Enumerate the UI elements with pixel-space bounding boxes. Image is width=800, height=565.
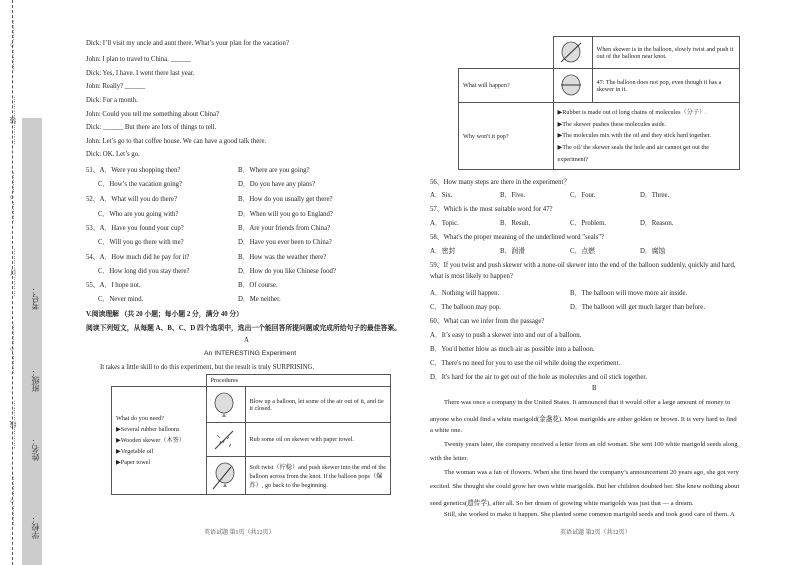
step-text: Rub some oil on skewer with paper towel. [245, 423, 391, 457]
question: 57、Which is the most suitable word for 47? [430, 206, 553, 213]
question: 56、How many steps are there in the experiment？ [430, 179, 571, 186]
option-c: C．The balloon may pop. [430, 304, 501, 311]
option-c: C．Four. [570, 192, 596, 199]
option-d: D．Three. [640, 192, 670, 199]
binding-mark: ………线……… [9, 400, 17, 449]
passage-line: excited. She thought she could grow her own white marigolds. But her children doubted her. She knew nothing about [430, 483, 740, 490]
result-image [553, 69, 592, 103]
materials-heading: What do you need? [116, 414, 164, 422]
option-c: C．Who are you going with? [98, 211, 179, 218]
dialogue-line: Dick: For a month. [86, 97, 138, 104]
balloon-skewer-icon [558, 73, 584, 99]
option-c: C．Will you go there with me? [98, 239, 184, 246]
twist-out-image [553, 37, 592, 69]
option-a: A．Six. [430, 192, 453, 199]
option-c: C．Never mind. [98, 296, 144, 303]
step-text: Blow up a balloon, let some of the air out of it, and tie it closed. [245, 387, 391, 423]
passage-line: with the letter. [430, 455, 468, 462]
school-field: 学校： [31, 515, 40, 539]
dialogue-line: Dick: Yes, I have. I went there last year. [86, 70, 195, 77]
passage-line: Twenty years later, the company received a letter from an old woman. She sent 100 white marigold seeds along [444, 441, 738, 448]
section-heading: V.阅读理解 （共 20 小题；每小题 2 分，满分 40 分） [86, 311, 243, 318]
skewer-image [206, 423, 245, 457]
binding-mark: ………○……… [8, 324, 16, 374]
option-d: D．腐蚀 [640, 248, 666, 255]
balloon-image [206, 387, 245, 423]
procedures-header: Procedures [206, 375, 391, 387]
option-b: B．Five. [500, 192, 526, 199]
option-a: 53、A．Have you found your cup? [86, 225, 184, 232]
option-d: D．The balloon will get much larger than before. [570, 304, 706, 311]
binding-gray-strip [22, 118, 42, 565]
passage-intro: It takes a little skill to do this experiment, but the result is truly SURPRISING. [100, 364, 315, 371]
binding-mark: ………○……… [8, 172, 16, 222]
what-text: 47: The balloon does not pop, even though it has a skewer in it. [592, 69, 740, 103]
option-d: D．When will you go to England? [238, 211, 333, 218]
option-a: 54、A．How much did he pay for it? [86, 254, 190, 261]
materials-cell [112, 387, 207, 495]
step-text: Soft twist（拧稳）and push skewer into the end of the balloon across from the knot. If the balloon pops（爆炸）, go back to the beginning. [245, 457, 391, 495]
option-b: B．润滑 [500, 248, 525, 255]
question: 59、If you twist and push skewer with a none-oil skewer into the end of the balloon suddenly, quickly and hard, [430, 262, 736, 269]
option-b: B．How do you usually get there? [238, 196, 333, 203]
dialogue-line: John: Let’s go to that coffee house. We can have a good talk there. [86, 138, 267, 145]
result-table [458, 36, 740, 170]
why-item: ▶The skewer pushes these molecules aside. [557, 120, 667, 128]
why-item: ▶The molecules mix with the oil and they stick hard together. [557, 132, 711, 140]
passage-title: An INTERESTING Experiment [204, 350, 297, 357]
material-item: ▶Paper towel [116, 459, 151, 467]
balloon-icon [211, 391, 237, 419]
option-a: 55、A．I hope not. [86, 282, 141, 289]
material-item: ▶Wooden skewer（木签） [116, 436, 186, 444]
section-instructions: 阅读下列短文，从每题 A、B、C、D 四个选项中，选出一个能回答所提问题或完成所给句子的最佳答案。 [86, 325, 401, 332]
option-a: A．Nothing will happen. [430, 290, 500, 297]
name-field: 姓名： [31, 437, 40, 461]
option-c: C．How’s the vacation going? [98, 181, 183, 188]
passage-line: Still, she worked to make it happen. She planted some common marigold seeds and took good care of them. A [444, 511, 735, 518]
option-c: C．点燃 [570, 248, 595, 255]
why-item: ▶The oil/ the skewer seals the hole and air cannot get out the experiment? [557, 144, 709, 163]
option-a: 52、A．What will you do there? [86, 196, 177, 203]
option-b: B．Are your friends from China? [238, 225, 331, 232]
passage-letter: A [244, 337, 249, 344]
option-b: B．How was the weather there? [238, 254, 327, 261]
option-d: D．Me neither. [238, 296, 281, 303]
option-a: A．It’s easy to push a skewer into and out of a balloon. [430, 332, 582, 339]
why-label: Why won't it pop? [459, 103, 554, 170]
option-d: D．Have you ever been to China? [238, 239, 332, 246]
option-c: C．There's no need for you to use the oil while doing the experiment. [430, 360, 621, 367]
exam-number-field: 考号： [31, 286, 40, 310]
twist-image [206, 457, 245, 495]
step-text: When skewer is in the balloon, slowly twist and push it out of the balloon near knot. [592, 37, 740, 69]
skewer-icon [211, 427, 237, 453]
passage-line: anyone who could find a white marigold(金盏花). Most marigolds are either golden or brown. It is very hard to find [430, 416, 737, 423]
option-b: B．Of course. [238, 282, 278, 289]
binding-mark: ………装……… [9, 96, 17, 145]
material-item: ▶Vegetable oil [116, 448, 154, 456]
question: 60、What can we infer from the passage? [430, 318, 545, 325]
page-footer: 英语试题 第1页（共12页） [204, 530, 275, 536]
balloon-skewer-icon [211, 461, 237, 491]
question: 58、What's the proper meaning of the underlined word "seals"? [430, 234, 605, 241]
binding-mark: ………○……… [8, 476, 16, 526]
dialogue-line: John: Really? ______ [86, 83, 146, 90]
option-a: A．Topic. [430, 220, 459, 227]
passage-letter: B [592, 385, 597, 392]
dialogue-line: John: Could you tell me something about China? [86, 111, 220, 118]
option-c: C．How long did you stay there? [98, 268, 190, 275]
why-cell [553, 103, 740, 170]
what-label: What will happen? [459, 69, 554, 103]
option-b: B．You'd better blow as much air as possible into a balloon. [430, 346, 595, 353]
dialogue-line: Dick: OK. Let’s go. [86, 151, 140, 158]
binding-mark: ………○……… [8, 20, 16, 70]
procedure-table [111, 374, 391, 495]
option-a: A．密封 [430, 248, 456, 255]
material-item: ▶Several rubber balloons [116, 425, 180, 433]
dialogue-line: Dick: I’ll visit my uncle and aunt there. What’s your plan for the vacation? [86, 40, 289, 47]
question-cont: what is most likely to happen? [430, 273, 513, 280]
dialogue-line: John: I plan to travel to China. ______ [86, 56, 191, 63]
option-b: B．The balloon will move more air inside. [570, 290, 688, 297]
page-footer: 英语试题 第2页（共12页） [560, 530, 631, 536]
balloon-skewer-icon [558, 40, 584, 66]
option-b: B．Result. [500, 220, 531, 227]
binding-mark: ………订……… [9, 248, 17, 297]
option-d: D．Reason. [640, 220, 674, 227]
passage-line: a white one. [430, 427, 463, 434]
passage-line: seed genetics(遗传学), after all. So her dream of growing white marigolds was just that — a dream. [430, 500, 694, 507]
why-item: ▶Rubber is made out of long chains of molecules（分子）. [557, 108, 707, 116]
passage-line: There was once a company in the United States. It announced that it would offer a large amount of money to [444, 399, 731, 406]
dialogue-line: Dick: ______ But there are lots of things to tell. [86, 124, 217, 131]
option-d: D．How do you like Chinese food? [238, 268, 336, 275]
passage-line: The woman was a fan of flowers. When she first heard the company’s announcement 20 years ago, she got very [444, 469, 739, 476]
class-field: 班级： [31, 368, 40, 392]
option-d: D．Do you have any plans? [238, 181, 316, 188]
option-d: D．It's hard for the air to get out of the hole as molecules and oil stick together. [430, 374, 647, 381]
option-b: B．Where are you going? [238, 167, 310, 174]
option-a: 51、A．Were you shopping then? [86, 167, 181, 174]
option-c: C．Problem. [570, 220, 607, 227]
binding-margin [0, 0, 58, 565]
